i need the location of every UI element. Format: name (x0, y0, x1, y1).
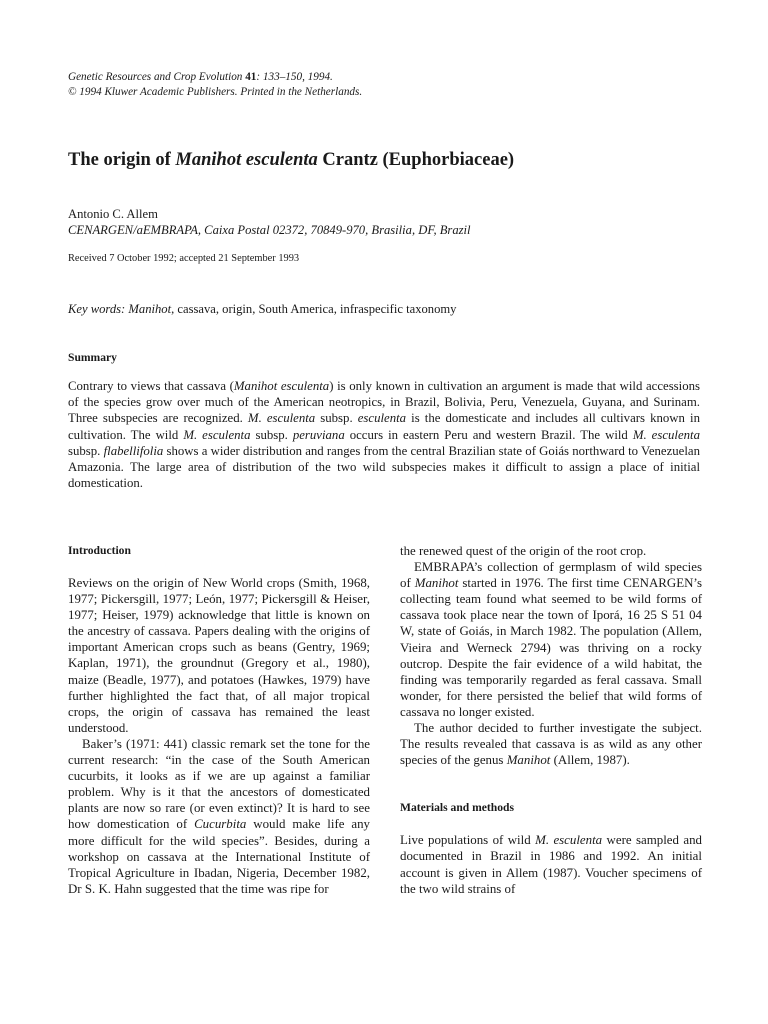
author-name: Antonio C. Allem (68, 207, 158, 221)
right-column (400, 543, 702, 897)
keywords-label: Key words: (68, 302, 126, 316)
received-dates: Received 7 October 1992; accepted 21 September 1993 (68, 253, 300, 264)
introduction-heading: Introduction (68, 544, 131, 557)
journal-copyright: © 1994 Kluwer Academic Publishers. Printed in the Netherlands. (68, 86, 363, 98)
journal-name: Genetic Resources and Crop Evolution (68, 71, 243, 83)
keywords-line: Key words: Manihot, cassava, origin, South America, infraspecific taxonomy (68, 302, 457, 316)
methods-paragraph-1: Live populations of wild M. esculenta were sampled and documented in Brazil in 1986 and 1992. An initial account is given in Allem (1987). Voucher specimens of the two wild strains of (400, 833, 702, 896)
journal-volume: 41 (245, 71, 257, 83)
author-affiliation: CENARGEN/aEMBRAPA, Caixa Postal 02372, 70849-970, Brasilia, DF, Brazil (68, 223, 471, 237)
intro-paragraph-2: Baker’s (1971: 441) classic remark set the tone for the current research: “in the case of the South American cucurbits, it looks as if we are up against a familiar problem. Why is it that the ancestors of domesticated plants are now so rare (or even extinct)? It is hard to see how domestication of Cucurbita would make life any more difficult for the wild species”. Besides, during a workshop on cassava at the International Institute of Tropical Agriculture in Ibadan, Nigeria, December 1982, Dr S. K. Hahn suggested that the time was ripe for (68, 736, 371, 896)
left-column (68, 543, 370, 897)
journal-citation (68, 70, 708, 100)
intro-paragraph-2-continued: the renewed quest of the origin of the root crop. (400, 544, 647, 558)
intro-paragraph-4: The author decided to further investigate the subject. The results revealed that cassava is as wild as any other species of the genus Manihot (Allem, 1987). (400, 721, 702, 768)
methods-heading: Materials and methods (400, 801, 515, 815)
author-block (68, 206, 708, 238)
paper-title: The origin of Manihot esculenta Crantz (Euphorbiaceae) (68, 150, 515, 170)
intro-paragraph-3: EMBRAPA’s collection of germplasm of wild species of Manihot started in 1976. The first time CENARGEN’s collecting team found what seemed to be wild forms of cassava took place near the town of Iporá, 16 25 S 51 04 W, state of Goiás, in March 1982. The population (Allem, Vieira and Werneck 2794) was thriving on a rocky outcrop. Despite the fair evidence of a wild habitat, the finding was temporarily regarded as feral cassava. Small wonder, for there persisted the belief that wild forms of cassava no longer existed. (400, 560, 702, 719)
journal-line-1 (68, 70, 708, 85)
summary-paragraph: Contrary to views that cassava (Manihot esculenta) is only known in cultivation an argument is made that wild accessions of the species grow over much of the American neotropics, in Brazil, Bolivia, Peru, Venezuela, Guyana, and Surinam. Three subspecies are recognized. M. esculenta subsp. esculenta is the domesticate and includes all cultivars known in cultivation. The wild M. esculenta subsp. peruviana occurs in eastern Peru and western Brazil. The wild M. esculenta subsp. flabellifolia shows a wider distribution and ranges from the central Brazilian state of Goiás northward to Venezuelan Amazonia. The large area of distribution of the two wild subspecies makes it difficult to assign a place of initial domestication. (68, 379, 700, 491)
summary-heading: Summary (68, 351, 117, 364)
intro-paragraph-1: Reviews on the origin of New World crops (Smith, 1968, 1977; Pickersgill, 1977; León, 1977; Pickersgill & Heiser, 1977; Heiser, 1979) acknowledge that little is known on the ancestry of cassava. Papers dealing with the origins of important American crops such as beans (Gentry, 1969; Kaplan, 1971), the groundnut (Gregory et al., 1980), maize (Beadle, 1977), and potatoes (Hawkes, 1979) have further highlighted the fact that, of all major tropical crops, the origin of cassava has remained the least understood. (68, 576, 370, 735)
journal-pages: : 133–150, 1994. (256, 71, 333, 83)
